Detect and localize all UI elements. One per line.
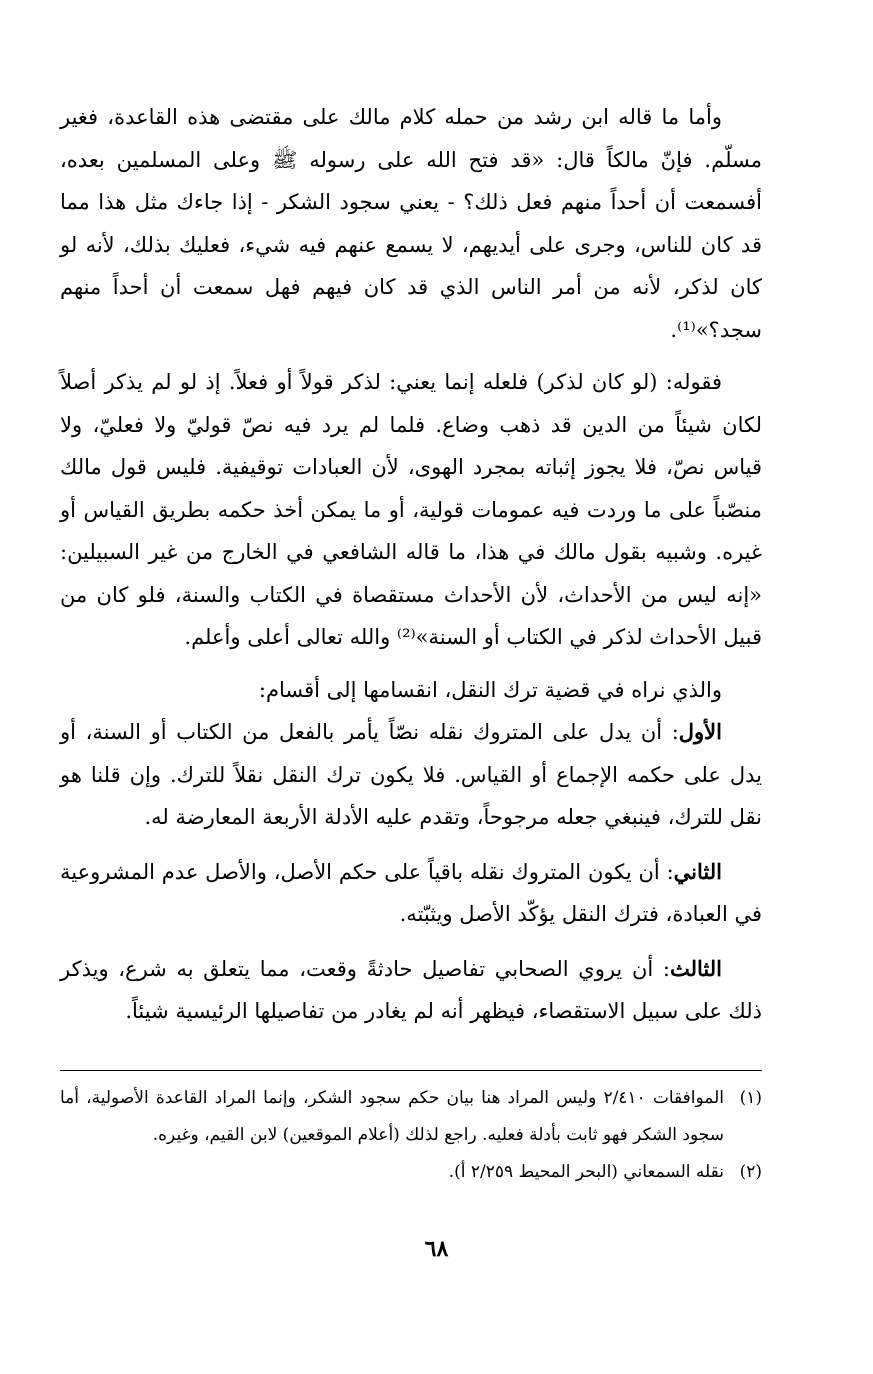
page-number: ٦٨ (424, 1236, 449, 1262)
footnote-2-number: (٢) (739, 1162, 762, 1182)
paragraph-3: والذي نراه في قضية ترك النقل، انقسامها إلى أقسام: (258, 677, 722, 702)
paragraph-4 (60, 711, 762, 839)
footnote-1 (60, 1080, 762, 1154)
paragraph-5 (60, 851, 762, 936)
paragraph-5-body: : أن يكون المتروك نقله باقياً على حكم الأصل، والأصل عدم المشروعية في العبادة، فترك النقل يؤكّد الأصل ويثبّته. (60, 859, 762, 926)
paragraph-4-body: : أن يدل على المتروك نقله نصّاً يأمر بالفعل من الكتاب أو السنة، أو يدل على حكمه الإجماع أو القياس. فلا يكون ترك النقل نقلاً للترك. وإن قلنا هو نقل للترك، فينبغي جعله مرجوحاً، وتقدم عليه الأدلة الأربعة المعارضة له. (60, 720, 762, 829)
footnotes (60, 1080, 762, 1191)
paragraph-6-body: : أن يروي الصحابي تفاصيل حادثةً وقعت، مما يتعلق به شرع، ويذكر ذلك على سبيل الاستقصاء، فيظهر أنه لم يغادر من تفاصيلها الرئيسية شيئاً. (60, 956, 762, 1023)
paragraph-4-lead: الأول (678, 719, 722, 744)
footnote-divider (60, 1070, 762, 1071)
footnote-2 (60, 1154, 762, 1191)
footnote-1-number: (١) (739, 1088, 762, 1108)
paragraph-2: فقوله: (لو كان لذكر) فلعله إنما يعني: لذكر قولاً أو فعلاً. إذ لو لم يذكر أصلاً لكان شيئاً من الدين قد ذهب وضاع. فلما لم يرد فيه نصّ قوليّ ولا فعليّ، ولا قياس نصّ، فلا يجوز إثباته بمجرد الهوى، لأن العبادات توقيفية. فليس قول مالك منصّباً على ما وردت فيه عمومات قولية، أو ما يمكن أخذ حكمه بطريق القياس أو غيره. وشبيه بقول مالك في هذا، ما قاله الشافعي في الخارج من غير السبيلين: «إنه ليس من الأحداث، لأن الأحداث مستقصاة في الكتاب والسنة، فلو كان من قبيل الأحداث لذكر في الكتاب أو السنة»⁽²⁾ والله تعالى أعلى وأعلم. (60, 370, 762, 649)
footnote-2-text: نقله السمعاني (البحر المحيط ٢/٢٥٩ أ). (448, 1162, 724, 1182)
footnote-1-text: الموافقات ٢/٤١٠ وليس المراد هنا بيان حكم سجود الشكر، وإنما المراد القاعدة الأصولية، أما سجود الشكر فهو ثابت بأدلة فعليه. راجع لذلك (أعلام الموقعين) لابن القيم، وغيره. (60, 1088, 724, 1145)
main-text (60, 96, 762, 1033)
paragraph-6-lead: الثالث (670, 955, 722, 981)
paragraph-1: وأما ما قاله ابن رشد من حمله كلام مالك على مقتضى هذه القاعدة، فغير مسلّم. فإنّ مالكاً قال: «قد فتح الله على رسوله ﷺ وعلى المسلمين بعده، أفسمعت أن أحداً منهم فعل ذلك؟ - يعني سجود الشكر - إذا جاءك مثل هذا مما قد كان للناس، وجرى على أيديهم، لا يسمع عنهم فيه شيء، فعليك بذلك، لأنه لو كان لذكر، لأنه من أمر الناس الذي قد كان فيهم فهل سمعت أن أحداً منهم سجد؟»⁽¹⁾. (60, 105, 762, 342)
paragraph-5-lead: الثاني (673, 858, 722, 884)
paragraph-6 (60, 948, 762, 1033)
